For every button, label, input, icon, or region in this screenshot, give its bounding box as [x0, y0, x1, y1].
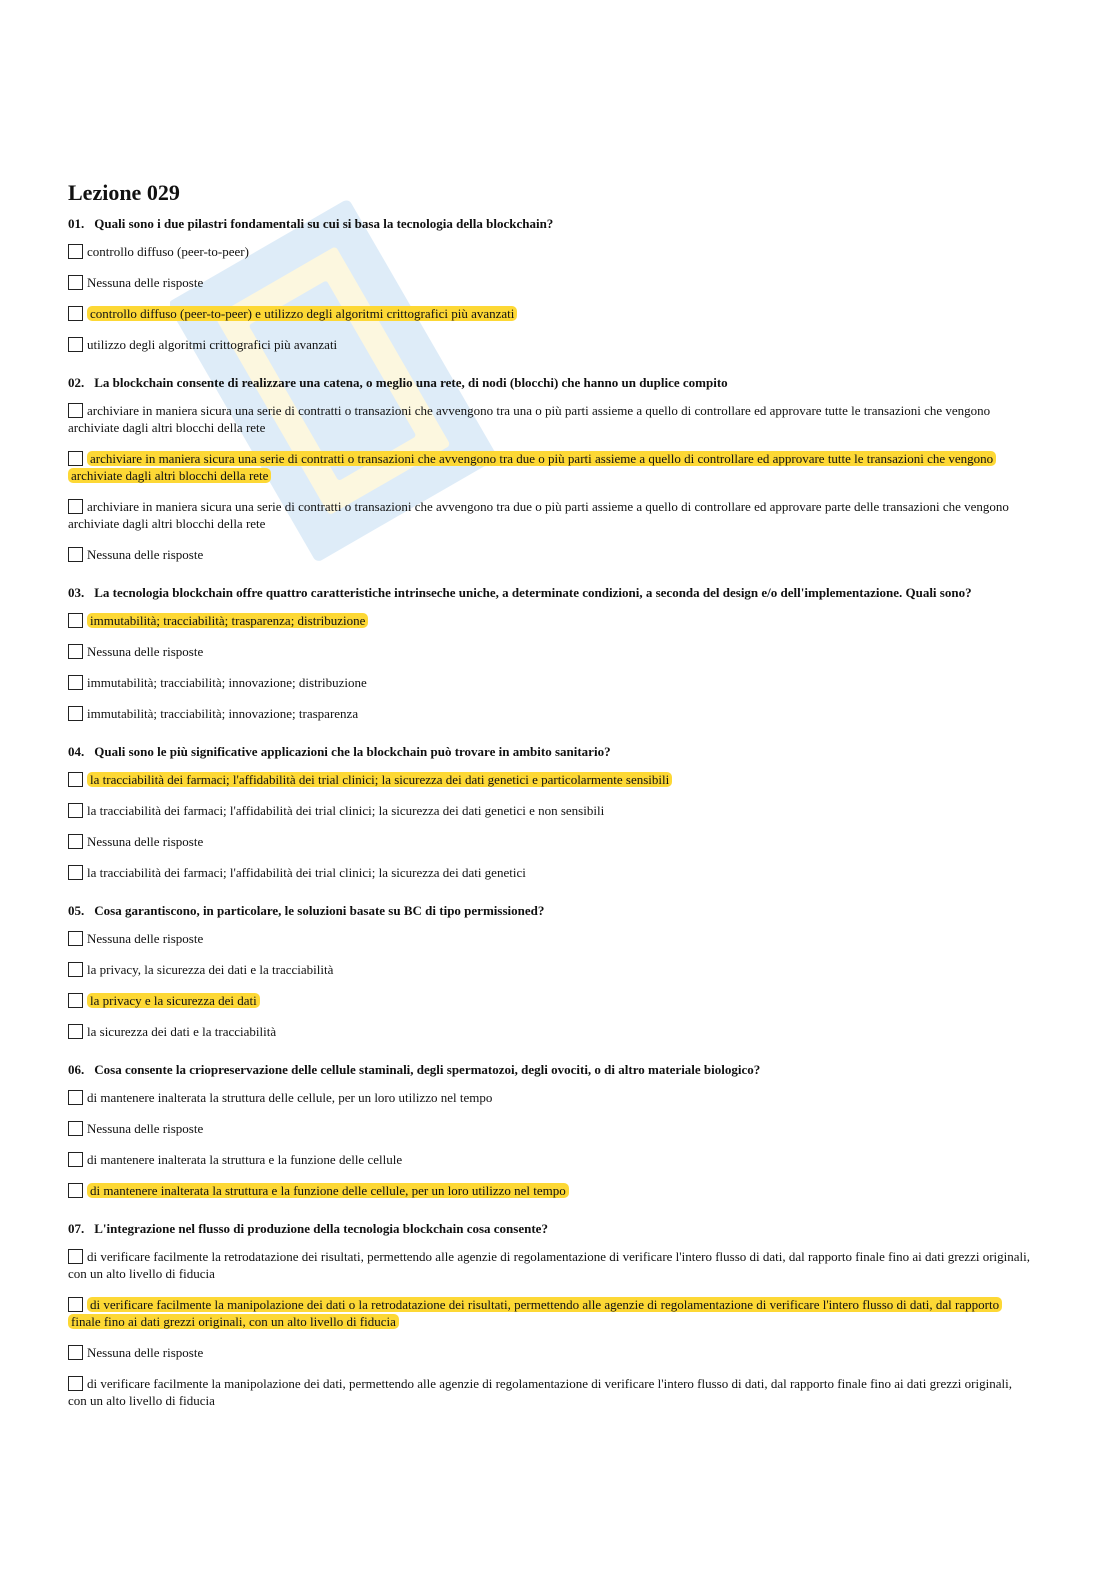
page-title: Lezione 029 — [68, 180, 180, 205]
checkbox[interactable] — [68, 1183, 83, 1198]
question-text — [68, 744, 1030, 761]
question-text — [68, 1221, 1030, 1238]
checkbox[interactable] — [68, 1297, 83, 1312]
checkbox[interactable] — [68, 834, 83, 849]
highlighted-answer-text: di verificare facilmente la manipolazione dei dati o la retrodatazione dei risultati, permettendo alle agenzie di regolamentazione di verificare l'intero flusso di dati, dal rapporto finale fino ai dati grezzi originali, con un alto livello di fiducia — [68, 1297, 1002, 1329]
answer-text: archiviare in maniera sicura una serie di contratti o transazioni che avvengono tra una o più parti assieme a quello di controllare ed approvare tutte le transazioni che vengono archiviate dagli altri blocchi della rete — [68, 403, 991, 436]
answer-option — [68, 450, 1030, 484]
answer-text: di mantenere inalterata la struttura e la funzione delle cellule — [87, 1151, 403, 1167]
answer-option — [68, 1120, 1030, 1137]
question-2 — [68, 375, 1030, 563]
answer-option — [68, 674, 1030, 691]
answer-text: Nessuna delle risposte — [87, 1344, 204, 1360]
question-number: 03. — [68, 585, 85, 601]
question-text — [68, 1062, 1030, 1079]
question-label: Quali sono i due pilastri fondamentali su cui si basa la tecnologia della blockchain? — [94, 216, 554, 232]
checkbox[interactable] — [68, 1376, 83, 1391]
question-number: 07. — [68, 1220, 85, 1236]
checkbox[interactable] — [68, 1024, 83, 1039]
answer-option — [68, 546, 1030, 563]
answer-option — [68, 1182, 1030, 1199]
question-label: Quali sono le più significative applicazioni che la blockchain può trovare in ambito sanitario? — [94, 744, 611, 760]
answer-option — [68, 1248, 1030, 1282]
checkbox[interactable] — [68, 499, 83, 514]
answer-text: la privacy, la sicurezza dei dati e la tracciabilità — [87, 961, 334, 977]
answer-option — [68, 305, 1030, 322]
question-number: 01. — [68, 216, 85, 232]
answer-text: la tracciabilità dei farmaci; l'affidabilità dei trial clinici; la sicurezza dei dati genetici — [87, 864, 526, 880]
checkbox[interactable] — [68, 275, 83, 290]
answer-option — [68, 930, 1030, 947]
answer-option — [68, 1151, 1030, 1168]
checkbox[interactable] — [68, 306, 83, 321]
answer-option — [68, 961, 1030, 978]
answer-text: immutabilità; tracciabilità; innovazione; distribuzione — [87, 675, 367, 691]
checkbox[interactable] — [68, 772, 83, 787]
checkbox[interactable] — [68, 1249, 83, 1264]
answer-option — [68, 643, 1030, 660]
question-3 — [68, 585, 1030, 722]
answer-option — [68, 705, 1030, 722]
answer-option — [68, 1089, 1030, 1106]
answer-option — [68, 274, 1030, 291]
checkbox[interactable] — [68, 993, 83, 1008]
answer-text: Nessuna delle risposte — [87, 930, 204, 946]
question-4 — [68, 744, 1030, 881]
checkbox[interactable] — [68, 1345, 83, 1360]
question-label: La tecnologia blockchain offre quattro caratteristiche intrinseche uniche, a determinate condizioni, a seconda del design e/o dell'implementazione. Quali sono? — [94, 585, 972, 601]
checkbox[interactable] — [68, 451, 83, 466]
question-5 — [68, 903, 1030, 1040]
question-number: 04. — [68, 744, 85, 760]
answer-text: Nessuna delle risposte — [87, 1120, 204, 1136]
question-text — [68, 216, 1030, 233]
checkbox[interactable] — [68, 931, 83, 946]
highlighted-answer-text: la tracciabilità dei farmaci; l'affidabilità dei trial clinici; la sicurezza dei dati genetici e particolarmente sensibili — [87, 772, 672, 787]
question-number: 06. — [68, 1061, 85, 1077]
question-7 — [68, 1221, 1030, 1409]
question-1 — [68, 216, 1030, 353]
answer-option — [68, 864, 1030, 881]
answer-text: Nessuna delle risposte — [87, 644, 204, 660]
answer-text: Nessuna delle risposte — [87, 833, 204, 849]
document-page — [68, 180, 1030, 1431]
answer-option — [68, 1296, 1030, 1330]
answer-option — [68, 402, 1030, 436]
highlighted-answer-text: controllo diffuso (peer-to-peer) e utilizzo degli algoritmi crittografici più avanzati — [87, 306, 517, 321]
answer-option — [68, 243, 1030, 260]
answer-option — [68, 992, 1030, 1009]
question-list — [68, 216, 1030, 1408]
question-label: La blockchain consente di realizzare una catena, o meglio una rete, di nodi (blocchi) che hanno un duplice compito — [94, 375, 728, 391]
question-text — [68, 585, 1030, 602]
question-text — [68, 375, 1030, 392]
question-6 — [68, 1062, 1030, 1199]
answer-text: di verificare facilmente la retrodatazione dei risultati, permettendo alle agenzie di regolamentazione di verificare l'intero flusso di dati, dal rapporto finale fino ai dati grezzi originali, con un alto livello di fiducia — [68, 1248, 1030, 1281]
answer-option — [68, 802, 1030, 819]
answer-option — [68, 1375, 1030, 1409]
checkbox[interactable] — [68, 644, 83, 659]
answer-text: di verificare facilmente la manipolazione dei dati, permettendo alle agenzie di regolamentazione di verificare l'intero flusso di dati, dal rapporto finale fino ai dati grezzi originali, con un alto livello di fiducia — [68, 1375, 1012, 1408]
highlighted-answer-text: di mantenere inalterata la struttura e la funzione delle cellule, per un loro utilizzo nel tempo — [87, 1183, 569, 1198]
checkbox[interactable] — [68, 403, 83, 418]
highlighted-answer-text: archiviare in maniera sicura una serie di contratti o transazioni che avvengono tra due o più parti assieme a quello di controllare ed approvare tutte le transazioni che vengono archiviate dagli altri blocchi della rete — [68, 451, 996, 483]
answer-option — [68, 1344, 1030, 1361]
checkbox[interactable] — [68, 613, 83, 628]
checkbox[interactable] — [68, 1121, 83, 1136]
checkbox[interactable] — [68, 803, 83, 818]
question-label: Cosa garantiscono, in particolare, le soluzioni basate su BC di tipo permissioned? — [94, 902, 545, 918]
question-label: Cosa consente la criopreservazione delle cellule staminali, degli spermatozoi, degli ovociti, o di altro materiale biologico? — [94, 1061, 761, 1077]
checkbox[interactable] — [68, 675, 83, 690]
question-text — [68, 903, 1030, 920]
answer-text: controllo diffuso (peer-to-peer) — [87, 244, 249, 260]
checkbox[interactable] — [68, 337, 83, 352]
question-label: L'integrazione nel flusso di produzione della tecnologia blockchain cosa consente? — [94, 1220, 548, 1236]
answer-text: Nessuna delle risposte — [87, 275, 204, 291]
question-number: 05. — [68, 902, 85, 918]
answer-text: di mantenere inalterata la struttura delle cellule, per un loro utilizzo nel tempo — [87, 1089, 493, 1105]
answer-text: la tracciabilità dei farmaci; l'affidabilità dei trial clinici; la sicurezza dei dati genetici e non sensibili — [87, 802, 605, 818]
answer-option — [68, 1023, 1030, 1040]
highlighted-answer-text: la privacy e la sicurezza dei dati — [87, 993, 260, 1008]
checkbox[interactable] — [68, 1152, 83, 1167]
checkbox[interactable] — [68, 865, 83, 880]
answer-option — [68, 336, 1030, 353]
checkbox[interactable] — [68, 547, 83, 562]
answer-option — [68, 833, 1030, 850]
answer-text: Nessuna delle risposte — [87, 547, 204, 563]
answer-option — [68, 612, 1030, 629]
checkbox[interactable] — [68, 1090, 83, 1105]
question-number: 02. — [68, 375, 85, 391]
highlighted-answer-text: immutabilità; tracciabilità; trasparenza; distribuzione — [87, 613, 368, 628]
answer-option — [68, 771, 1030, 788]
answer-text: archiviare in maniera sicura una serie di contratti o transazioni che avvengono tra due o più parti assieme a quello di controllare ed approvare parte delle transazioni che vengono archiviate dagli altri blocchi della rete — [68, 499, 1009, 532]
answer-text: utilizzo degli algoritmi crittografici più avanzati — [87, 337, 338, 353]
checkbox[interactable] — [68, 962, 83, 977]
answer-text: immutabilità; tracciabilità; innovazione; trasparenza — [87, 706, 359, 722]
answer-option — [68, 498, 1030, 532]
checkbox[interactable] — [68, 706, 83, 721]
checkbox[interactable] — [68, 244, 83, 259]
answer-text: la sicurezza dei dati e la tracciabilità — [87, 1023, 277, 1039]
